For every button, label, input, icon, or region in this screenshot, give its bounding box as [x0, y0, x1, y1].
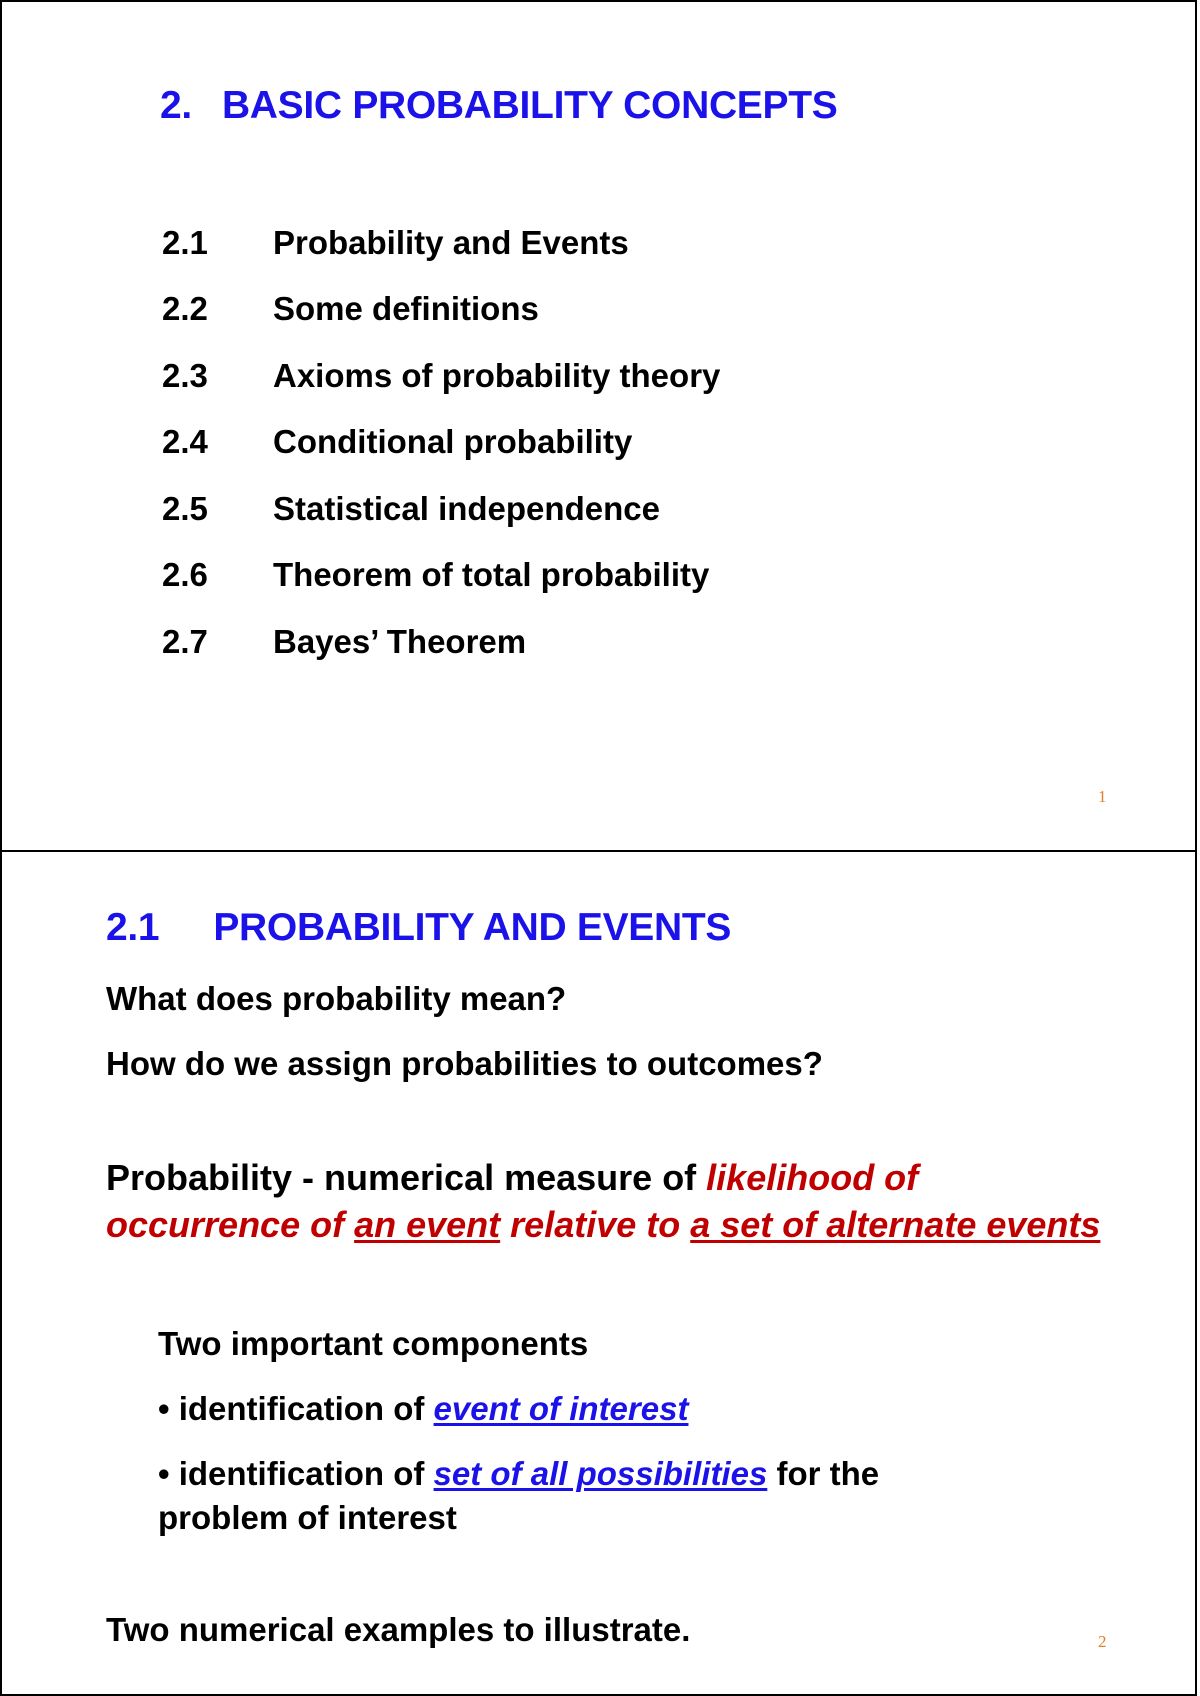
toc-label: Some definitions: [273, 290, 539, 327]
component-bullet-2: [158, 1452, 1018, 1540]
bullet-1-prefix: • identification of: [158, 1390, 434, 1427]
toc-label: Statistical independence: [273, 490, 660, 527]
page-number: 2: [1098, 1632, 1107, 1651]
toc-label: Axioms of probability theory: [273, 357, 721, 394]
toc-label: Probability and Events: [273, 224, 629, 261]
toc-label: Bayes’ Theorem: [273, 623, 527, 660]
set-of-all-possibilities-link[interactable]: set of all possibilities: [433, 1455, 768, 1492]
toc-item-5: [162, 490, 208, 528]
toc-number: 2.3: [162, 357, 208, 394]
page-number: 1: [1098, 787, 1107, 806]
slide-1-title-number: 2.: [160, 84, 192, 127]
definition-alternate-events: a set of alternate events: [690, 1204, 1101, 1245]
slide-2-title: [106, 906, 731, 950]
bullet-2-prefix: • identification of: [158, 1455, 434, 1492]
toc-number: 2.6: [162, 556, 208, 593]
probability-definition: [106, 1154, 1106, 1248]
toc-item-4: [162, 423, 208, 461]
toc-item-7: [162, 623, 208, 661]
toc-number: 2.1: [162, 224, 208, 261]
toc-number: 2.2: [162, 290, 208, 327]
closing-line: Two numerical examples to illustrate.: [106, 1611, 691, 1648]
question-meaning: What does probability mean?: [106, 980, 567, 1017]
slide-1-title: [160, 84, 837, 128]
definition-likelihood: likelihood of occurrence of: [106, 1157, 919, 1245]
toc-number: 2.4: [162, 423, 208, 460]
slide-2-title-number: 2.1: [106, 906, 160, 949]
toc-item-6: [162, 556, 208, 594]
question-assign: How do we assign probabilities to outcomes?: [106, 1045, 823, 1082]
definition-an-event: an event: [354, 1204, 501, 1245]
toc-label: Conditional probability: [273, 423, 633, 460]
toc-item-3: [162, 357, 208, 395]
toc-label: Theorem of total probability: [273, 556, 710, 593]
event-of-interest-link[interactable]: event of interest: [433, 1390, 689, 1427]
definition-relative-to: relative to: [500, 1204, 691, 1245]
toc-item-1: [162, 224, 208, 262]
slide-2: [0, 850, 1197, 1696]
component-bullet-1: [158, 1390, 688, 1428]
bullet-2-suffix: for the problem of interest: [158, 1455, 880, 1536]
definition-lead: Probability - numerical measure of: [106, 1157, 707, 1198]
slide-2-title-text: PROBABILITY AND EVENTS: [213, 906, 732, 949]
components-heading: Two important components: [158, 1325, 589, 1362]
toc-number: 2.5: [162, 490, 208, 527]
toc-item-2: [162, 290, 208, 328]
slide-1-title-text: BASIC PROBABILITY CONCEPTS: [221, 84, 838, 127]
toc-number: 2.7: [162, 623, 208, 660]
